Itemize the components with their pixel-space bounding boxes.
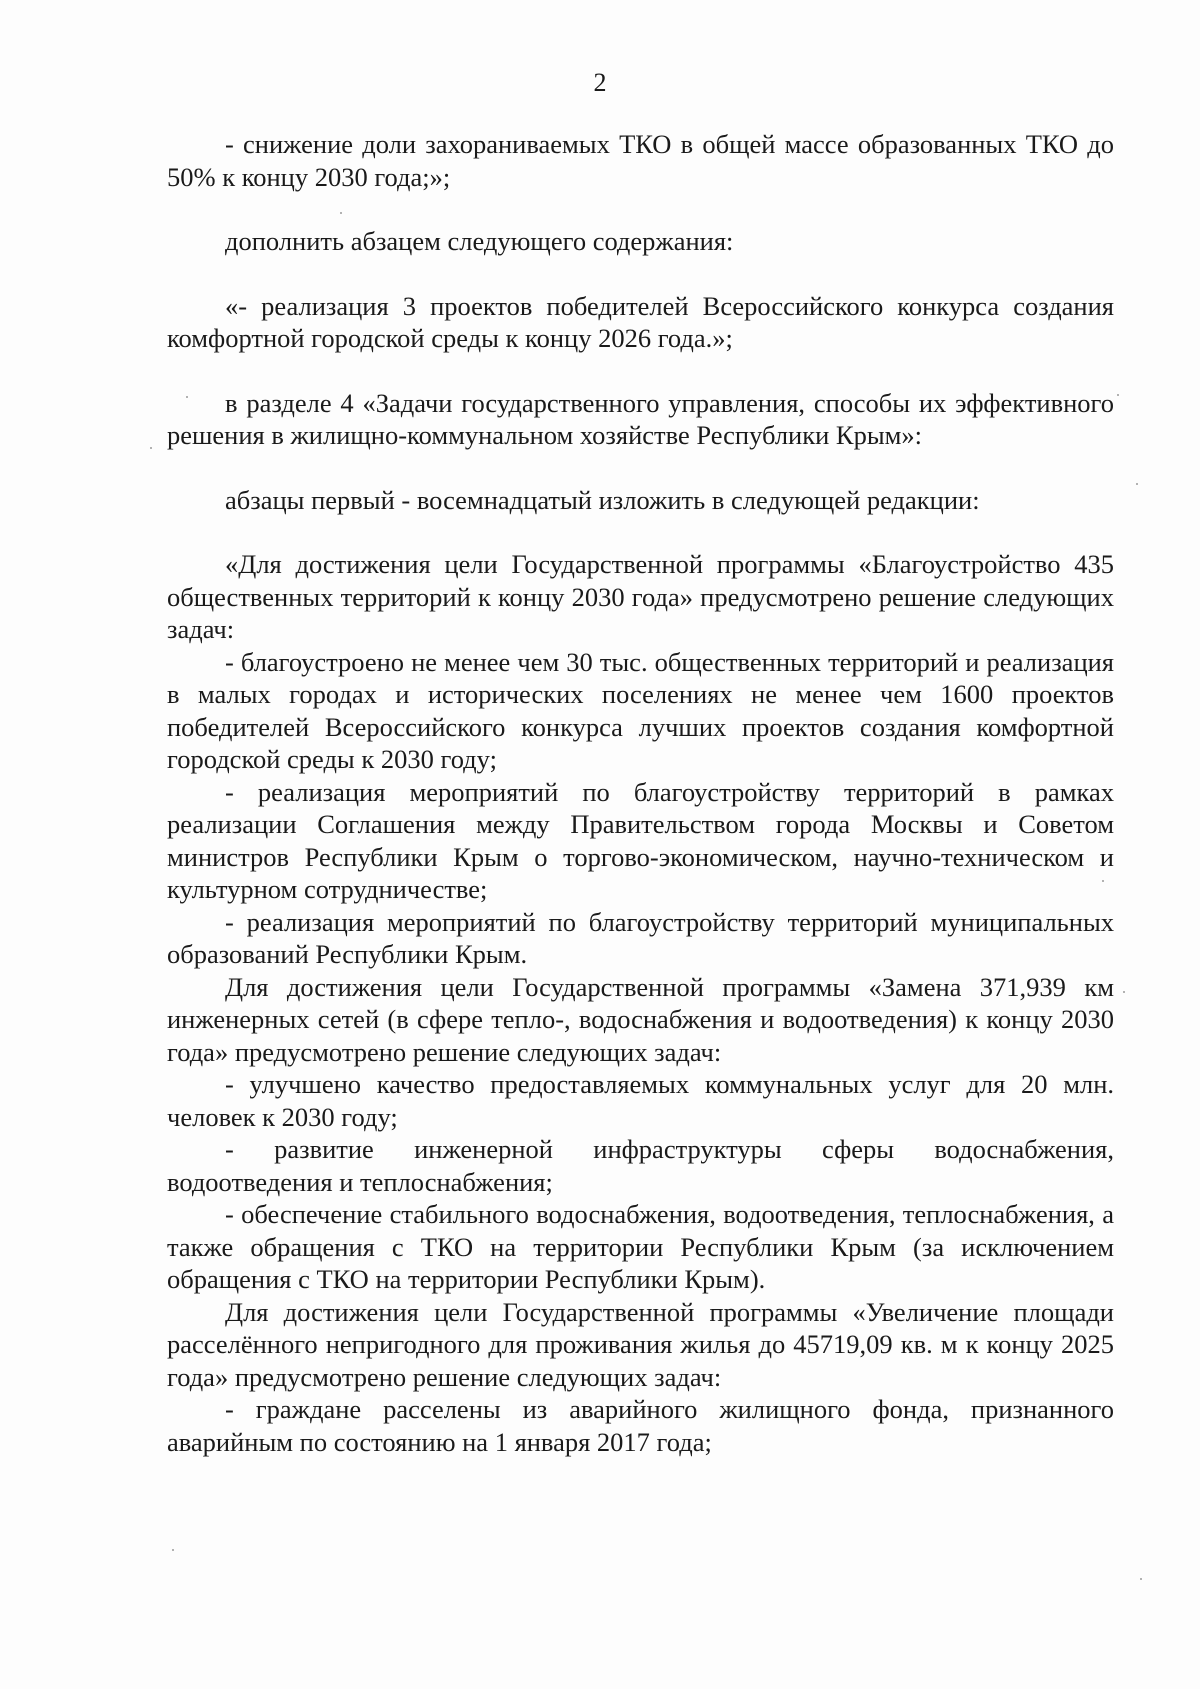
list-item-moscow-agreement: - реализация мероприятий по благоустройству территорий в рамках реализации Соглашения между Правительством города Москвы и Советом министров Республики Крым о торгово-экономическом, научно-техническом и культурном сотрудничестве; — [167, 776, 1114, 904]
page-number: 2 — [593, 68, 607, 97]
paragraph-tko-reduction: - снижение доли захораниваемых ТКО в общей массе образованных ТКО до 50% к концу 2030 года;»; — [167, 129, 1114, 192]
scan-speck — [340, 212, 342, 214]
list-item-utility-quality: - улучшено качество предоставляемых коммунальных услуг для 20 млн. человек к 2030 году; — [167, 1069, 1114, 1132]
list-item-public-territories: - благоустроено не менее чем 30 тыс. общественных территорий и реализация в малых городах и исторических поселениях не менее чем 1600 проектов победителей Всероссийского конкурса лучших проектов создания комфортной городской среды к 2030 году; — [167, 646, 1114, 774]
list-item-resettlement: - граждане расселены из аварийного жилищного фонда, признанного аварийным по состоянию на 1 января 2017 года; — [167, 1394, 1114, 1457]
list-item-stable-supply: - обеспечение стабильного водоснабжения, водоотведения, теплоснабжения, а также обращения с ТКО на территории Республики Крым (за исключением обращения с ТКО на территории Республики Крым). — [167, 1199, 1114, 1294]
scan-speck — [1123, 991, 1125, 993]
list-item-infrastructure: - развитие инженерной инфраструктуры сферы водоснабжения, водоотведения и теплоснабжения; — [167, 1134, 1114, 1197]
scan-speck — [1136, 483, 1138, 485]
list-item-municipal-territories: - реализация мероприятий по благоустройству территорий муниципальных образований Республики Крым. — [167, 906, 1114, 969]
paragraph-goal-landscaping: «Для достижения цели Государственной программы «Благоустройство 435 общественных территорий к концу 2030 года» предусмотрено решение следующих задач: — [167, 549, 1114, 644]
paragraph-goal-networks: Для достижения цели Государственной программы «Замена 371,939 км инженерных сетей (в сфере тепло-, водоснабжения и водоотведения) к концу 2030 года» предусмотрено решение следующих задач: — [167, 971, 1114, 1067]
scan-speck — [186, 396, 188, 398]
document-body — [167, 128, 1114, 1458]
scan-speck — [1102, 880, 1104, 882]
scan-speck — [1117, 394, 1119, 396]
paragraph-new-edition: абзацы первый - восемнадцатый изложить в следующей редакции: — [225, 484, 980, 515]
scan-speck — [172, 1549, 174, 1551]
scan-speck — [150, 447, 152, 449]
scan-speck — [1140, 1578, 1142, 1580]
paragraph-section-4: в разделе 4 «Задачи государственного управления, способы их эффективного решения в жилищно-коммунальном хозяйстве Республики Крым»: — [167, 387, 1114, 450]
paragraph-contest-projects: «- реализация 3 проектов победителей Всероссийского конкурса создания комфортной городской среды к концу 2026 года.»; — [167, 290, 1114, 353]
paragraph-add-clause: дополнить абзацем следующего содержания: — [225, 226, 734, 256]
paragraph-goal-housing: Для достижения цели Государственной программы «Увеличение площади расселённого непригодного для проживания жилья до 45719,09 кв. м к концу 2025 года» предусмотрено решение следующих задач: — [167, 1296, 1114, 1392]
